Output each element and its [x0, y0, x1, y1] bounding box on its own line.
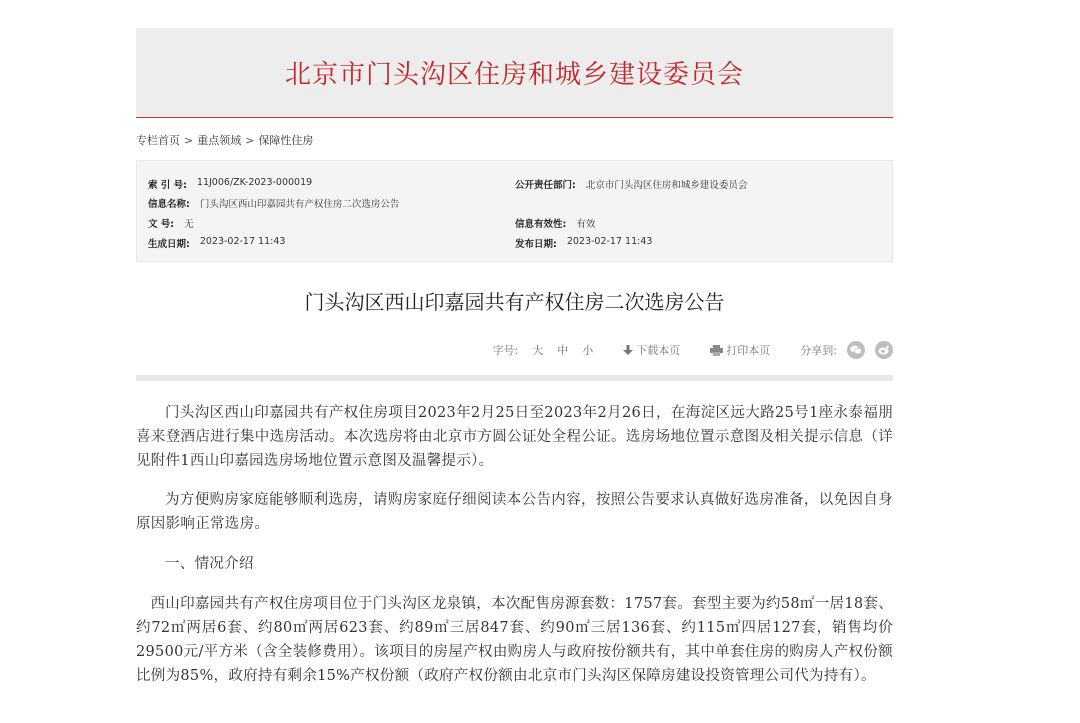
article-toolbar: [136, 338, 893, 362]
breadcrumb-affordable-housing[interactable]: 保障性住房: [258, 134, 314, 147]
font-size-medium[interactable]: 中: [557, 344, 569, 357]
meta-created-value: 2023-02-17 11:43: [199, 236, 286, 247]
download-group: [623, 342, 680, 358]
font-size-label: 字号:: [492, 344, 519, 357]
breadcrumb: [136, 132, 313, 148]
breadcrumb-separator: >: [184, 133, 194, 147]
meta-name-value: 门头沟区西山印嘉园共有产权住房二次选房公告: [199, 199, 400, 210]
site-banner: [136, 28, 893, 118]
site-title: 北京市门头沟区住房和城乡建设委员会: [284, 60, 744, 90]
font-size-large[interactable]: 大: [532, 344, 544, 357]
print-label: 打印本页: [726, 344, 771, 357]
breadcrumb-separator: >: [245, 133, 255, 147]
download-button[interactable]: [623, 342, 680, 358]
meta-doc-label: 文 号:: [148, 219, 175, 230]
meta-doc-number: [148, 216, 194, 230]
meta-index: [148, 177, 312, 191]
info-metadata-panel: [136, 160, 893, 262]
meta-created-label: 生成日期:: [148, 239, 190, 250]
content-divider: [136, 375, 893, 381]
meta-validity: [515, 216, 595, 230]
meta-index-value: 11J006/ZK-2023-000019: [196, 177, 313, 188]
meta-dept-label: 公开责任部门:: [515, 180, 576, 191]
share-label: 分享到:: [800, 344, 837, 357]
share-group: [800, 341, 893, 359]
meta-published-label: 发布日期:: [515, 239, 557, 250]
download-icon: [623, 345, 633, 356]
print-group: [710, 342, 770, 358]
paragraph-overview: 西山印嘉园共有产权住房项目位于门头沟区龙泉镇，本次配售房源套数：1757套。套型主要为约58㎡一居18套、约72㎡两居6套、约80㎡两居623套、约89㎡三居847套、约90㎡三居136套、约115㎡四居127套，销售均价29500元/平方米（含全装修费用）。该项目的房屋产权由购房人与政府按份额共有，其中单套住房的购房人产权份额比例为85%，政府持有剩余15%产权份额（政府产权份额由北京市门头沟区保障房建设投资管理公司代为持有）。: [136, 596, 893, 684]
meta-published-value: 2023-02-17 11:43: [566, 236, 653, 247]
meta-validity-label: 信息有效性:: [515, 219, 567, 230]
article-body: [136, 401, 893, 688]
download-label: 下载本页: [636, 344, 681, 357]
font-size-group: [493, 342, 594, 358]
meta-name-label: 信息名称:: [148, 199, 190, 210]
meta-created: [148, 236, 285, 250]
meta-index-label: 索 引 号:: [148, 180, 187, 191]
weibo-icon[interactable]: [875, 341, 893, 359]
meta-doc-value: 无: [184, 219, 194, 230]
meta-published: [515, 236, 652, 250]
font-size-small[interactable]: 小: [582, 344, 594, 357]
paragraph-intro: 门头沟区西山印嘉园共有产权住房项目2023年2月25日至2023年2月26日，在海淀区远大路25号1座永泰福朋喜来登酒店进行集中选房活动。本次选房将由北京市方圆公证处全程公证。选房场地位置示意图及相关提示信息（详见附件1西山印嘉园选房场地位置示意图及温馨提示）。: [136, 405, 893, 469]
print-button[interactable]: [710, 342, 770, 358]
meta-dept: [515, 177, 747, 191]
meta-validity-value: 有效: [576, 219, 596, 230]
breadcrumb-key-areas[interactable]: 重点领域: [197, 134, 242, 147]
meta-name: [148, 196, 399, 210]
breadcrumb-home[interactable]: 专栏首页: [136, 134, 180, 147]
meta-dept-value: 北京市门头沟区住房和城乡建设委员会: [585, 180, 748, 191]
printer-icon: [710, 345, 723, 356]
article-title: 门头沟区西山印嘉园共有产权住房二次选房公告: [304, 290, 725, 314]
section-heading-overview: 一、情况介绍: [165, 556, 254, 572]
wechat-icon[interactable]: [847, 341, 865, 359]
paragraph-notice: 为方便购房家庭能够顺利选房，请购房家庭仔细阅读本公告内容，按照公告要求认真做好选房准备，以免因自身原因影响正常选房。: [136, 492, 893, 532]
